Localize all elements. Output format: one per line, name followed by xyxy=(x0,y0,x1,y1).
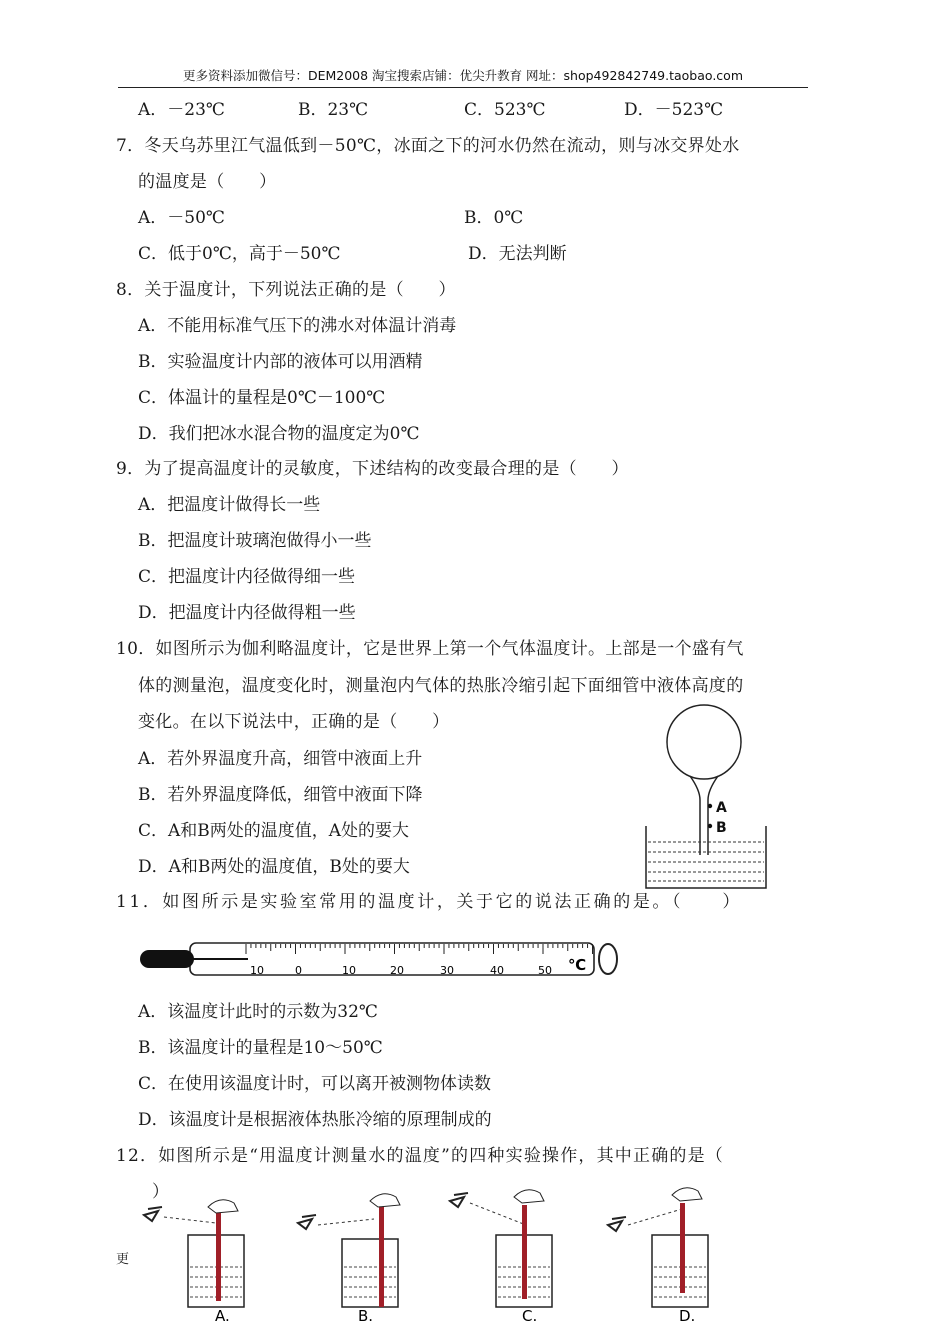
q10-stem-line1: 10．如图所示为伽利略温度计，它是世界上第一个气体温度计。上部是一个盛有气 xyxy=(116,639,744,659)
sightline-a xyxy=(164,1217,216,1223)
sightline-c xyxy=(470,1203,526,1225)
eye-icon-d xyxy=(608,1217,626,1231)
hand-c xyxy=(514,1190,544,1203)
q8-stem: 8．关于温度计，下列说法正确的是（ ） xyxy=(116,280,456,300)
thermometer-bulb xyxy=(140,950,194,968)
lab-thermometer-figure xyxy=(138,936,628,982)
q9-stem: 9．为了提高温度计的灵敏度，下述结构的改变最合理的是（ ） xyxy=(116,459,629,479)
thermometer-end-loop xyxy=(599,944,617,974)
q7-option-b: B．0℃ xyxy=(464,208,524,228)
figure-d-label: D. xyxy=(679,1307,696,1323)
q12-stem-line1: 12．如图所示是“用温度计测量水的温度”的四种实验操作，其中正确的是（ xyxy=(116,1146,725,1166)
q6-option-d: D．－523℃ xyxy=(624,100,724,120)
q7-stem-line1: 7．冬天乌苏里江气温低到－50℃，冰面之下的河水仍然在流动，则与冰交界处水 xyxy=(116,136,740,156)
q12-stem-line2: ） xyxy=(152,1182,170,1202)
hand-a xyxy=(208,1200,238,1213)
figure-b xyxy=(298,1194,400,1323)
gas-bulb xyxy=(667,705,741,779)
figure-d xyxy=(608,1188,708,1323)
q11-option-b: B．该温度计的量程是10～50℃ xyxy=(138,1038,383,1058)
scale-label-4: 20 xyxy=(390,964,404,977)
thermometer-a xyxy=(216,1213,221,1301)
figure-b-label: B. xyxy=(358,1307,374,1323)
galileo-thermometer-figure xyxy=(630,700,780,895)
figure-a-label: A. xyxy=(215,1307,230,1323)
scale-label-6: 40 xyxy=(490,964,504,977)
q6-option-b: B．23℃ xyxy=(298,100,369,120)
q11-option-a: A．该温度计此时的示数为32℃ xyxy=(138,1002,378,1022)
sightline-d xyxy=(628,1209,682,1225)
scale-label-1: 10 xyxy=(250,964,264,977)
scale-label-7: 50 xyxy=(538,964,552,977)
page-header: 更多资料添加微信号：DEM2008 淘宝搜索店铺：优尖升教育 网址：shop492842749.taobao.com xyxy=(182,68,744,83)
q7-option-d: D．无法判断 xyxy=(468,244,567,264)
mark-a-label: A xyxy=(716,800,727,816)
mark-b-label: B xyxy=(716,820,727,836)
q11-option-c: C．在使用该温度计时，可以离开被测物体读数 xyxy=(138,1074,492,1094)
scale-label-3: 10 xyxy=(342,964,356,977)
mark-b-dot xyxy=(708,824,712,828)
q9-option-b: B．把温度计玻璃泡做得小一些 xyxy=(138,531,372,551)
q11-stem: 11．如图所示是实验室常用的温度计，关于它的说法正确的是。（ ） xyxy=(116,892,742,912)
q10-stem-line2: 体的测量泡，温度变化时，测量泡内气体的热胀冷缩引起下面细管中液体高度的 xyxy=(138,676,744,696)
q8-option-b: B．实验温度计内部的液体可以用酒精 xyxy=(138,352,423,372)
tube-left-wall xyxy=(690,776,700,855)
hand-d xyxy=(672,1188,702,1201)
header-rule xyxy=(118,87,808,88)
q7-option-a: A．－50℃ xyxy=(138,208,225,228)
q10-option-a: A．若外界温度升高，细管中液面上升 xyxy=(138,749,423,769)
mark-a-dot xyxy=(708,804,712,808)
eye-icon-b xyxy=(298,1215,316,1229)
q10-option-b: B．若外界温度降低，细管中液面下降 xyxy=(138,785,423,805)
side-char: 更 xyxy=(116,1252,130,1267)
q7-option-c: C．低于0℃，高于－50℃ xyxy=(138,244,341,264)
eye-icon-a xyxy=(144,1207,162,1221)
figure-c xyxy=(450,1190,552,1323)
q8-option-a: A．不能用标准气压下的沸水对体温计消毒 xyxy=(138,316,457,336)
sightline-b xyxy=(318,1219,374,1225)
figure-c-label: C. xyxy=(522,1307,538,1323)
q6-option-c: C．523℃ xyxy=(464,100,546,120)
thermometer-d xyxy=(680,1203,685,1293)
q9-option-d: D．把温度计内径做得粗一些 xyxy=(138,603,356,623)
scale-label-2: 0 xyxy=(295,964,302,977)
figure-a xyxy=(144,1200,244,1323)
q8-option-c: C．体温计的量程是0℃－100℃ xyxy=(138,388,386,408)
eye-icon-c xyxy=(450,1193,468,1207)
liquid-container xyxy=(646,826,766,888)
scale-unit: ℃ xyxy=(568,956,587,974)
thermometer-c xyxy=(522,1205,527,1299)
scale-label-5: 30 xyxy=(440,964,454,977)
hand-b xyxy=(370,1194,400,1207)
q10-option-d: D．A和B两处的温度值，B处的要大 xyxy=(138,857,410,877)
q8-option-d: D．我们把冰水混合物的温度定为0℃ xyxy=(138,424,420,444)
q10-option-c: C．A和B两处的温度值，A处的要大 xyxy=(138,821,410,841)
q10-stem-line3: 变化。在以下说法中，正确的是（ ） xyxy=(138,712,450,732)
measurement-figures xyxy=(138,1183,738,1323)
liquid-surface-dashes xyxy=(648,842,764,881)
q11-option-d: D．该温度计是根据液体热胀冷缩的原理制成的 xyxy=(138,1110,492,1130)
q9-option-a: A．把温度计做得长一些 xyxy=(138,495,321,515)
q6-option-a: A．－23℃ xyxy=(138,100,225,120)
q7-stem-line2: 的温度是（ ） xyxy=(138,172,277,192)
thermometer-b xyxy=(379,1207,384,1307)
q9-option-c: C．把温度计内径做得细一些 xyxy=(138,567,356,587)
